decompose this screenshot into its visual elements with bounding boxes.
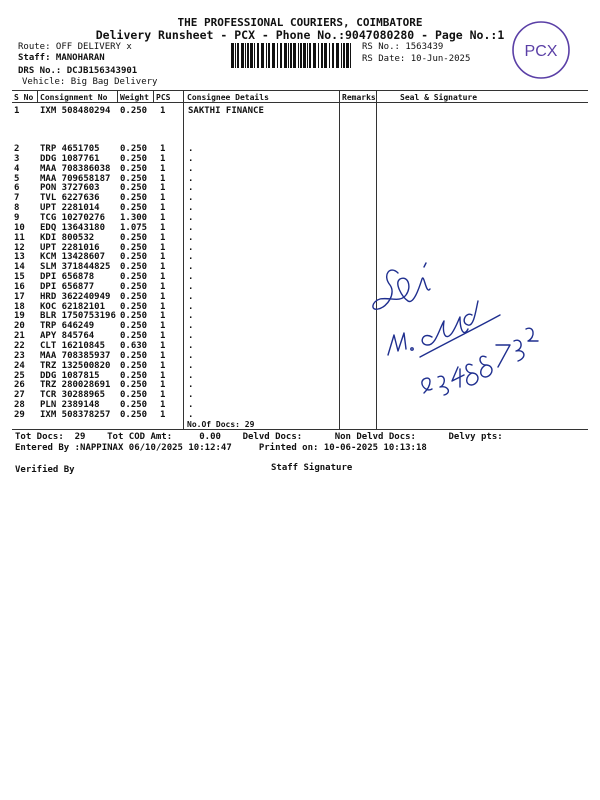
row-consignee: .: [188, 301, 194, 312]
row-pcs: 1: [160, 193, 166, 204]
row-consignee: .: [188, 400, 194, 411]
row-weight: 0.250: [120, 262, 148, 273]
row-weight: 1.075: [120, 222, 148, 233]
row-weight: 0.250: [120, 301, 148, 312]
row-consignee: .: [188, 203, 194, 214]
row-sno: 14: [14, 262, 25, 273]
row-consignee: .: [188, 341, 194, 351]
row-weight: 0.250: [120, 311, 148, 322]
staff-text: Staff: MANOHARAN: [18, 53, 105, 63]
table-row: [0, 233, 600, 243]
staff-signature-label: Staff Signature: [271, 463, 353, 473]
row-consignment-no: IXM 508378257: [40, 409, 111, 420]
row-pcs: 1: [160, 153, 166, 164]
row-consignee: .: [188, 360, 194, 371]
row-weight: 0.250: [120, 370, 148, 381]
row-sno: 10: [14, 222, 25, 233]
row-weight: 0.250: [120, 390, 148, 401]
row-consignee: .: [188, 163, 194, 174]
row-consignment-no: DDG 1087761: [40, 153, 100, 164]
row-weight: 0.250: [120, 203, 148, 214]
row-consignment-no: DPI 656877: [40, 281, 95, 292]
row-sno: 22: [14, 341, 25, 351]
row-consignment-no: TVL 6227636: [40, 193, 100, 204]
row-sno: 6: [14, 183, 20, 194]
row-weight: 0.250: [120, 331, 148, 342]
col-pcs: PCS: [156, 93, 171, 102]
totals-line: Tot Docs: 29 Tot COD Amt: 0.00 Delvd Docs: Non Delvd Docs: Delvy pts:: [15, 432, 503, 442]
row-sno: 5: [14, 173, 20, 184]
row-consignee: .: [188, 409, 194, 420]
row-consignee: .: [188, 252, 194, 263]
row-consignment-no: CLT 16210845: [40, 341, 106, 351]
row-pcs: 1: [160, 183, 166, 194]
col-weight: Weight: [120, 93, 149, 102]
row-consignment-no: TCR 30288965: [40, 390, 106, 401]
row-consignment-no: APY 845764: [40, 331, 95, 342]
row-pcs: 1: [160, 222, 166, 233]
table-row: [0, 154, 600, 164]
row-consignee: .: [188, 311, 194, 322]
row-sno: 26: [14, 380, 25, 391]
no-of-docs: No.Of Docs: 29: [187, 420, 255, 429]
barcode-image: [231, 43, 355, 68]
row-pcs: 1: [160, 409, 166, 420]
row-pcs: 1: [160, 390, 166, 401]
table-row: [0, 203, 600, 213]
row-pcs: 1: [160, 400, 166, 411]
row-sno: 3: [14, 153, 20, 164]
row-sno: 12: [14, 242, 25, 253]
row-consignment-no: UPT 2281014: [40, 203, 100, 214]
row-consignment-no: UPT 2281016: [40, 242, 100, 253]
row-weight: 1.300: [120, 212, 148, 223]
row-consignee: .: [188, 144, 194, 154]
row-consignment-no: TRP 4651705: [40, 144, 100, 154]
row-pcs: 1: [160, 301, 166, 312]
row-pcs: 1: [160, 380, 166, 391]
row-consignment-no: MAA 709658187: [40, 173, 111, 184]
row-weight: 0.250: [120, 153, 148, 164]
row-consignment-no: PON 3727603: [40, 183, 100, 194]
row-pcs: 1: [160, 291, 166, 302]
row-pcs: 1: [160, 262, 166, 273]
row-consignee: .: [188, 232, 194, 243]
table-row: [0, 193, 600, 203]
row-consignee: .: [188, 380, 194, 391]
row-consignment-no: EDQ 13643180: [40, 222, 106, 233]
route-text: Route: OFF DELIVERY x: [18, 42, 132, 52]
col-consignment: Consignment No: [40, 93, 108, 102]
row-consignment-no: KCM 13428607: [40, 252, 106, 263]
row-pcs: 1: [160, 252, 166, 263]
row-sno: 17: [14, 291, 25, 302]
rs-number: RS No.: 1563439: [362, 42, 444, 52]
row-pcs: 1: [160, 232, 166, 243]
row-consignee: .: [188, 153, 194, 164]
row-weight: 0.250: [120, 232, 148, 243]
rs-date: RS Date: 10-Jun-2025: [362, 54, 471, 64]
row-sno: 9: [14, 212, 20, 223]
row-weight: 0.250: [120, 360, 148, 371]
handwritten-signature: [360, 245, 560, 415]
row-consignee: .: [188, 212, 194, 223]
row-pcs: 1: [160, 203, 166, 214]
row-sno: 25: [14, 370, 25, 381]
row-sno: 28: [14, 400, 25, 411]
row-sno: 27: [14, 390, 25, 401]
row-weight: 0.250: [120, 380, 148, 391]
row-weight: 0.250: [120, 183, 148, 194]
row-weight: 0.250: [120, 409, 148, 420]
row-consignment-no: TRP 646249: [40, 321, 95, 332]
col-sno: S No: [14, 93, 34, 102]
row-consignment-no: KOC 62182101: [40, 301, 106, 312]
row-consignment-no: TRZ 132500820: [40, 360, 111, 371]
row-consignee: .: [188, 321, 194, 332]
row-consignment-no: DPI 656878: [40, 272, 95, 283]
row-sno: 21: [14, 331, 25, 342]
row-consignment-no: TCG 10270276: [40, 212, 106, 223]
row-consignment-no: HRD 362240949: [40, 291, 111, 302]
row-weight: 0.250: [120, 291, 148, 302]
table-row: [0, 183, 600, 193]
drs-number: DRS No.: DCJB156343901: [18, 66, 138, 76]
row-sno: 18: [14, 301, 25, 312]
row-consignment-no: MAA 708386038: [40, 163, 111, 174]
row-pcs: 1: [160, 163, 166, 174]
row-consignee: .: [188, 193, 194, 204]
row-weight: 0.250: [120, 242, 148, 253]
vehicle-text: Vehicle: Big Bag Delivery: [22, 77, 158, 87]
row-consignee: .: [188, 331, 194, 342]
row-pcs: 1: [160, 370, 166, 381]
row-sno: 7: [14, 193, 20, 204]
row-weight: 0.630: [120, 341, 148, 351]
row-weight: 0.250: [120, 193, 148, 204]
row-sno: 23: [14, 350, 25, 361]
row-consignment-no: BLR 1750753196: [40, 311, 116, 322]
row-consignee: .: [188, 183, 194, 194]
row-weight: 0.250: [120, 163, 148, 174]
table-row: [0, 174, 600, 184]
row-weight: 0.250: [120, 400, 148, 411]
row-consignment-no: SLM 371844825: [40, 262, 111, 273]
row-pcs: 1: [160, 321, 166, 332]
row-pcs: 1: [160, 341, 166, 351]
row-weight: 0.250: [120, 272, 148, 283]
row-sno: 13: [14, 252, 25, 263]
row-weight: 0.250: [120, 173, 148, 184]
table-row: [0, 106, 600, 116]
row-pcs: 1: [160, 350, 166, 361]
row-weight: 0.250: [120, 252, 148, 263]
row-consignment-no: TRZ 280028691: [40, 380, 111, 391]
stamp-text: PCX: [524, 43, 558, 60]
row-pcs: 1: [160, 212, 166, 223]
company-title: THE PROFESSIONAL COURIERS, COIMBATORE: [177, 16, 423, 29]
row-sno: 24: [14, 360, 25, 371]
col-remarks: Remarks: [342, 93, 376, 102]
row-weight: 0.250: [120, 321, 148, 332]
verified-by-label: Verified By: [15, 465, 75, 475]
row-consignee: .: [188, 291, 194, 302]
col-consignee: Consignee Details: [187, 93, 269, 102]
row-sno: 2: [14, 144, 20, 154]
row-pcs: 1: [160, 144, 166, 154]
row-consignee: .: [188, 262, 194, 273]
row-sno: 11: [14, 232, 25, 243]
row-sno: 20: [14, 321, 25, 332]
row-consignee: .: [188, 173, 194, 184]
row-sno: 4: [14, 163, 20, 174]
row-consignment-no: DDG 1087815: [40, 370, 100, 381]
row-consignee: .: [188, 222, 194, 233]
row-consignee: .: [188, 242, 194, 253]
row-pcs: 1: [160, 272, 166, 283]
row-consignee: .: [188, 281, 194, 292]
row-sno: 1: [14, 106, 20, 116]
row-pcs: 1: [160, 106, 166, 116]
row-sno: 29: [14, 409, 25, 420]
row-pcs: 1: [160, 331, 166, 342]
table-row: [0, 144, 600, 154]
row-pcs: 1: [160, 173, 166, 184]
table-row: [0, 164, 600, 174]
row-consignee: .: [188, 370, 194, 381]
row-consignment-no: PLN 2389148: [40, 400, 100, 411]
entered-by-line: Entered By :NAPPINAX 06/10/2025 10:12:47 Printed on: 10-06-2025 10:13:18: [15, 443, 427, 453]
row-consignment-no: KDI 800532: [40, 232, 95, 243]
row-weight: 0.250: [120, 144, 148, 154]
row-consignee: .: [188, 390, 194, 401]
row-pcs: 1: [160, 281, 166, 292]
table-row: [0, 223, 600, 233]
row-pcs: 1: [160, 360, 166, 371]
row-consignment-no: MAA 708385937: [40, 350, 111, 361]
row-sno: 8: [14, 203, 20, 214]
row-consignee: SAKTHI FINANCE: [188, 106, 264, 116]
row-pcs: 1: [160, 311, 166, 322]
pcx-stamp: [510, 19, 572, 81]
col-seal-signature: Seal & Signature: [400, 93, 478, 102]
row-consignee: .: [188, 350, 194, 361]
runsheet-title: Delivery Runsheet - PCX - Phone No.:9047080280 - Page No.:1: [95, 28, 505, 42]
row-consignment-no: IXM 508480294: [40, 106, 111, 116]
table-row: [0, 213, 600, 223]
row-weight: 0.250: [120, 281, 148, 292]
row-sno: 19: [14, 311, 25, 322]
row-sno: 15: [14, 272, 25, 283]
row-weight: 0.250: [120, 350, 148, 361]
row-pcs: 1: [160, 242, 166, 253]
row-consignee: .: [188, 272, 194, 283]
row-sno: 16: [14, 281, 25, 292]
row-weight: 0.250: [120, 106, 148, 116]
